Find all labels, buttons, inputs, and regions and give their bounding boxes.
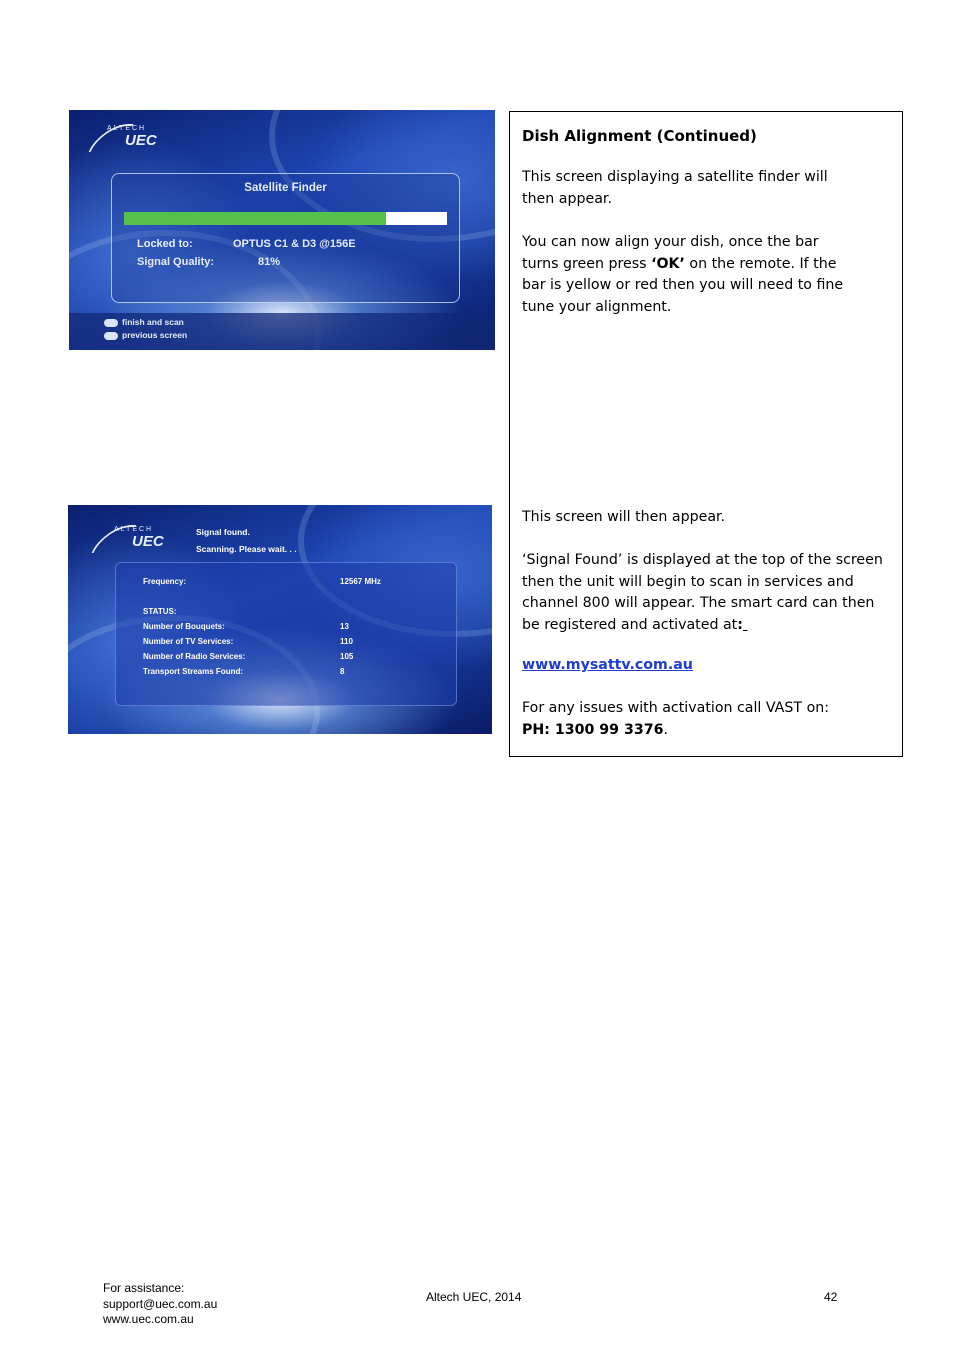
vast-phone: PH: 1300 99 3376: [522, 721, 664, 738]
activation-link[interactable]: www.mysattv.com.au: [522, 657, 693, 673]
signal-bar-fill: [124, 212, 386, 225]
tv-services-label: Number of TV Services:: [143, 637, 234, 646]
signal-found-text: Signal found.: [196, 527, 250, 537]
hint-exit: previous screen: [104, 330, 187, 340]
support-email[interactable]: support@uec.com.au: [103, 1296, 218, 1311]
signal-quality-value: 81%: [258, 256, 281, 268]
scan-status-panel: [115, 562, 457, 706]
frequency-value: 12567 MHz: [340, 577, 381, 586]
activation-link-line: [522, 655, 892, 677]
radio-services-value: 105: [340, 652, 354, 661]
bouquets-value: 13: [340, 622, 349, 631]
paragraph-align-dish: You can now align your dish, once the bar turns green press ‘OK’ on the remote. If the bar is yellow or red then you will need to fine tune your alignment.: [522, 234, 844, 316]
signal-quality-label: Signal Quality:: [137, 256, 215, 268]
hint-ok: finish and scan: [104, 317, 184, 327]
tv-hint-bar: [69, 313, 495, 350]
paragraph-signal-found: ‘Signal Found’ is displayed at the top of the screen then the unit will begin to scan in services and channel 800 will appear. The smart card can then be registered and activated at:: [522, 552, 883, 634]
paragraph-satellite-finder: This screen displaying a satellite finder will then appear.: [522, 169, 828, 207]
assistance-contact: For assistance: support@uec.com.au www.uec.com.au: [103, 1281, 218, 1326]
tv-services-value: 110: [340, 637, 353, 646]
radio-services-label: Number of Radio Services:: [143, 652, 246, 661]
locked-value: OPTUS C1 & D3 @156E: [233, 238, 356, 250]
satellite-finder-panel: [111, 173, 460, 303]
ok-key-icon: [104, 319, 118, 327]
transport-streams-value: 8: [340, 667, 345, 676]
exit-key-icon: [104, 332, 118, 340]
satellite-finder-screenshot: ALTECH UEC Satellite Finder Locked to: OPTUS C1 & D3 @156E Signal Quality: 81% finish and scan previous screen: [69, 110, 495, 350]
paragraph-next-screen: This screen will then appear.: [522, 509, 726, 525]
frequency-label: Frequency:: [143, 577, 187, 586]
instructions-box: [509, 111, 903, 757]
page-number: 42: [824, 1290, 838, 1304]
support-website[interactable]: www.uec.com.au: [103, 1312, 194, 1326]
bouquets-label: Number of Bouquets:: [143, 622, 225, 631]
footer-copyright: Altech UEC, 2014: [426, 1290, 522, 1304]
section-heading: Dish Alignment (Continued): [522, 127, 757, 145]
scanning-screenshot: ALTECH UEC Signal found. Scanning. Please wait. . . Frequency: 12567 MHz STATUS: Number of Bouquets: 13 Number of TV Services: 110 Number of Radio Services: 105 Transport Streams Found: 8: [68, 505, 492, 734]
scanning-text: Scanning. Please wait. . .: [196, 544, 297, 554]
locked-label: Locked to:: [137, 238, 193, 250]
transport-streams-label: Transport Streams Found:: [143, 667, 244, 676]
signal-bar: [124, 212, 447, 225]
paragraph-vast-contact: For any issues with activation call VAST on: PH: 1300 99 3376.: [522, 700, 830, 738]
panel-title: Satellite Finder: [244, 182, 327, 194]
status-label: STATUS:: [143, 607, 177, 616]
